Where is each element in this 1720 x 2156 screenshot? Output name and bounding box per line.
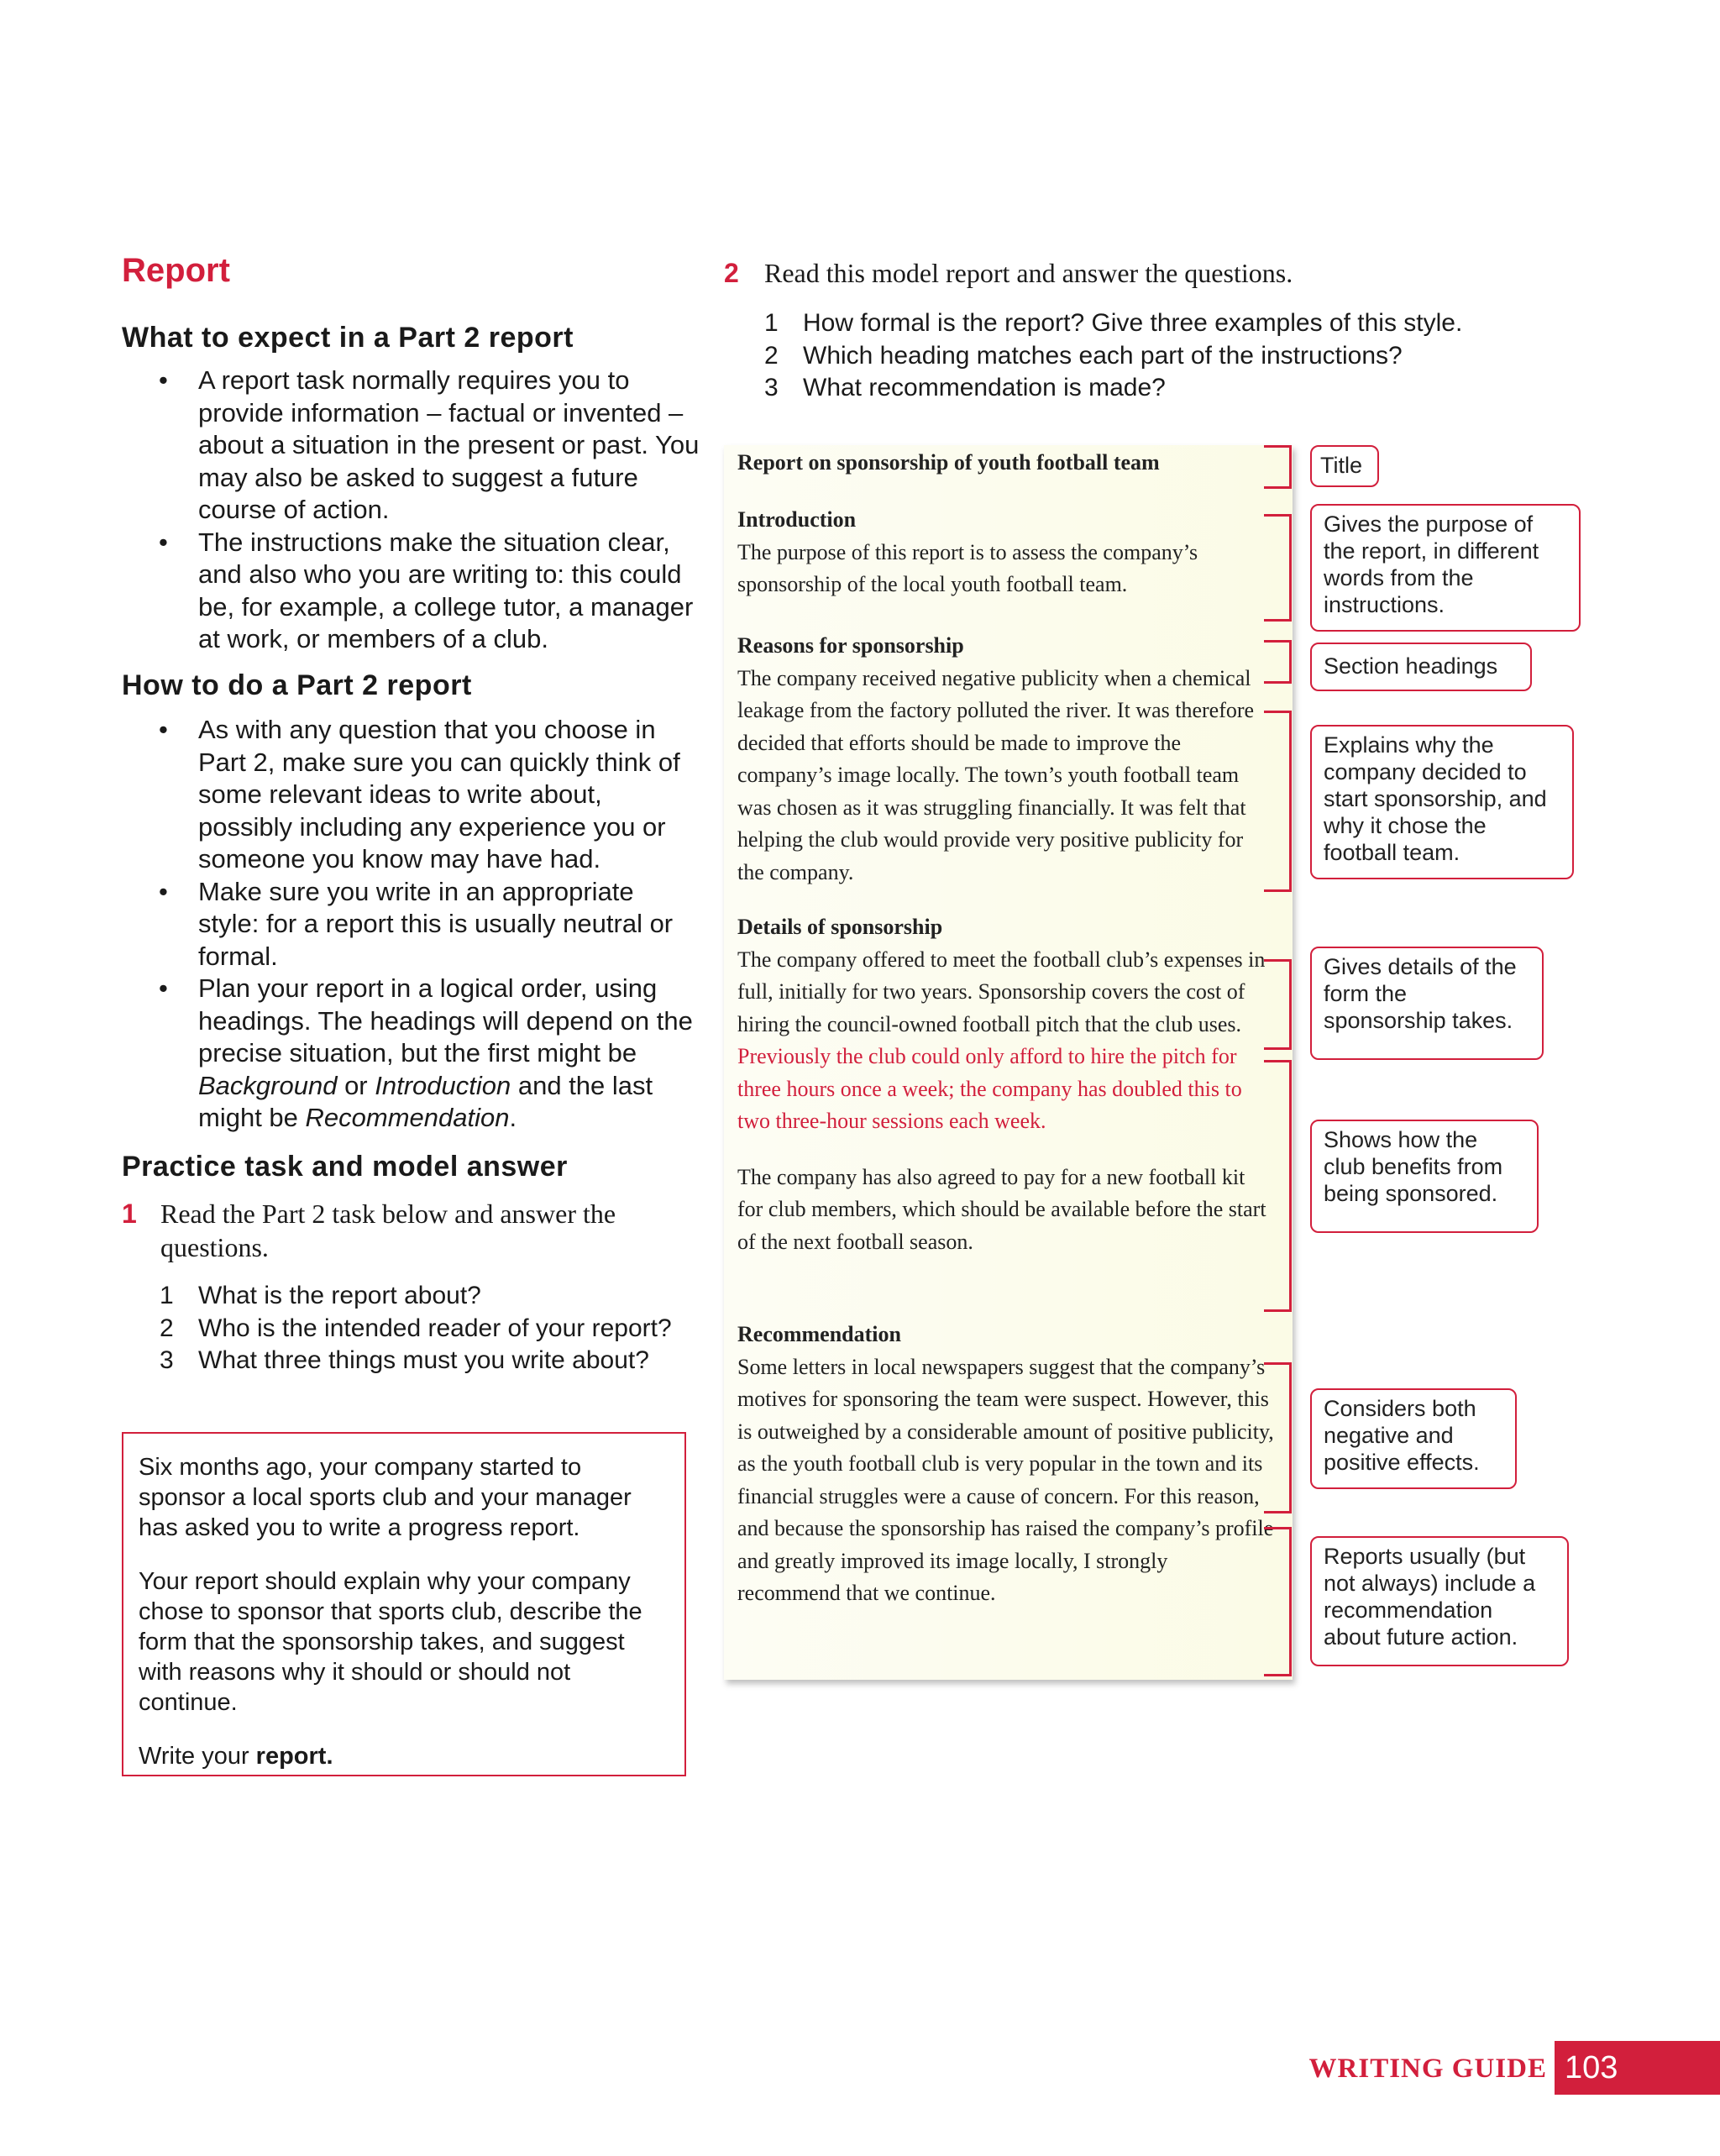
question-text: Read the Part 2 task below and answer the questions. (160, 1199, 616, 1262)
annotation-note: Considers both negative and positive effects. (1310, 1388, 1517, 1489)
howto-heading: How to do a Part 2 report (122, 669, 472, 701)
expect-bullet-list (122, 365, 701, 656)
practice-heading: Practice task and model answer (122, 1151, 568, 1183)
howto-bullet-list (122, 714, 701, 1135)
bracket-introduction (1264, 514, 1292, 622)
question-text: Read this model report and answer the questions. (764, 258, 1293, 288)
bracket-title (1264, 445, 1292, 489)
section-title: Report (122, 252, 230, 289)
list-item: 3 What three things must you write about? (160, 1346, 649, 1374)
question-number: 1 (122, 1199, 137, 1229)
task-box (122, 1432, 686, 1776)
annotation-note: Gives the purpose of the report, in different words from the instructions. (1310, 504, 1581, 632)
report-details: Details of sponsorship The company offered to meet the football club’s expenses in full, initially for two years. Sponsorship covers the cost of hiring the council-owned football pitch that the club uses. Previously the club could only afford to hire the pitch for three hours once a week; the company has doubled this to two three-hour sessions each week. The company has also agreed to pay for a new football kit for club members, which should be available before the start of the next football season. (737, 911, 1275, 1258)
list-item: • Plan your report in a logical order, using headings. The headings will depend on the precise situation, but the first might be Background or Introduction and the last might be Recommendation. (122, 973, 701, 1135)
task-paragraph: Your report should explain why your company chose to sponsor that sports club, describe the form that the sponsorship takes, and suggest with reasons why it should or should not continue. (139, 1568, 642, 1716)
bracket-section-heading (1264, 640, 1292, 684)
annotation-note: Shows how the club benefits from being sponsored. (1310, 1120, 1539, 1233)
list-item: • Make sure you write in an appropriate style: for a report this is usually neutral or formal. (122, 876, 701, 973)
question-number: 2 (724, 258, 739, 288)
report-title: Report on sponsorship of youth football team (737, 450, 1160, 475)
bracket-effects (1264, 1362, 1292, 1513)
page-number: 103 (1555, 2041, 1720, 2095)
bracket-benefits (1264, 1060, 1292, 1312)
list-item: • A report task normally requires you to provide information – factual or invented – about a situation in the present or past. You may also be asked to suggest a future course of action. (122, 365, 701, 527)
question-2 (724, 256, 1480, 290)
model-report (724, 445, 1293, 1680)
report-recommendation: Recommendation Some letters in local newspapers suggest that the company’s motives for sponsoring the team were suspect. However, this is outweighed by a considerable amount of positive publicity, as the youth football club is very popular in the town and its financial struggles were a cause of concern. For this reason, and because the sponsorship has raised the company’s profile and greatly improved its image locally, I strongly recommend that we continue. (737, 1319, 1275, 1610)
report-section-heading: Introduction (737, 507, 857, 532)
report-section-heading: Recommendation (737, 1322, 901, 1346)
report-section-heading: Details of sponsorship (737, 915, 943, 939)
bracket-details (1264, 959, 1292, 1050)
report-introduction: Introduction The purpose of this report is to assess the company’s sponsorship of the local youth football team. (737, 504, 1275, 601)
expect-heading: What to expect in a Part 2 report (122, 322, 574, 354)
bracket-recommendation (1264, 1527, 1292, 1676)
question-1-items (160, 1280, 697, 1377)
question-1 (122, 1197, 693, 1264)
footer-label: WRITING GUIDE (1308, 2054, 1547, 2084)
task-paragraph: Write your report. (139, 1743, 333, 1770)
list-item: • As with any question that you choose in Part 2, make sure you can quickly think of some relevant ideas to write about, possibly including any experience you or someone you know may have had. (122, 714, 701, 876)
question-2-items (764, 307, 1520, 405)
annotation-note: Section headings (1310, 643, 1532, 691)
annotation-note: Title (1310, 445, 1379, 487)
list-item: 2 Who is the intended reader of your report? (160, 1314, 672, 1342)
task-paragraph: Six months ago, your company started to sponsor a local sports club and your manager has asked you to write a progress report. (139, 1454, 632, 1541)
annotation-note: Explains why the company decided to start sponsorship, and why it chose the football team. (1310, 725, 1574, 879)
annotation-note: Gives details of the form the sponsorship takes. (1310, 947, 1544, 1060)
annotation-note: Reports usually (but not always) include a recommendation about future action. (1310, 1536, 1569, 1666)
list-item: 3 What recommendation is made? (764, 374, 1166, 401)
bracket-reasons (1264, 711, 1292, 892)
list-item: • The instructions make the situation clear, and also who you are writing to: this could be, for example, a college tutor, a manager at work, or members of a club. (122, 527, 701, 656)
list-item: 1 What is the report about? (160, 1282, 481, 1309)
report-reasons: Reasons for sponsorship The company received negative publicity when a chemical leakage from the factory polluted the river. It was therefore decided that efforts should be made to improve the company’s image locally. The town’s youth football team was chosen as it was struggling financially. It was felt that helping the club would provide very positive publicity for the company. (737, 630, 1275, 889)
highlighted-text: Previously the club could only afford to hire the pitch for three hours once a week; the company has doubled this to two three-hour sessions each week. (737, 1044, 1242, 1133)
report-section-heading: Reasons for sponsorship (737, 633, 964, 658)
list-item: 1 How formal is the report? Give three examples of this style. (764, 309, 1463, 337)
list-item: 2 Which heading matches each part of the instructions? (764, 341, 1403, 370)
